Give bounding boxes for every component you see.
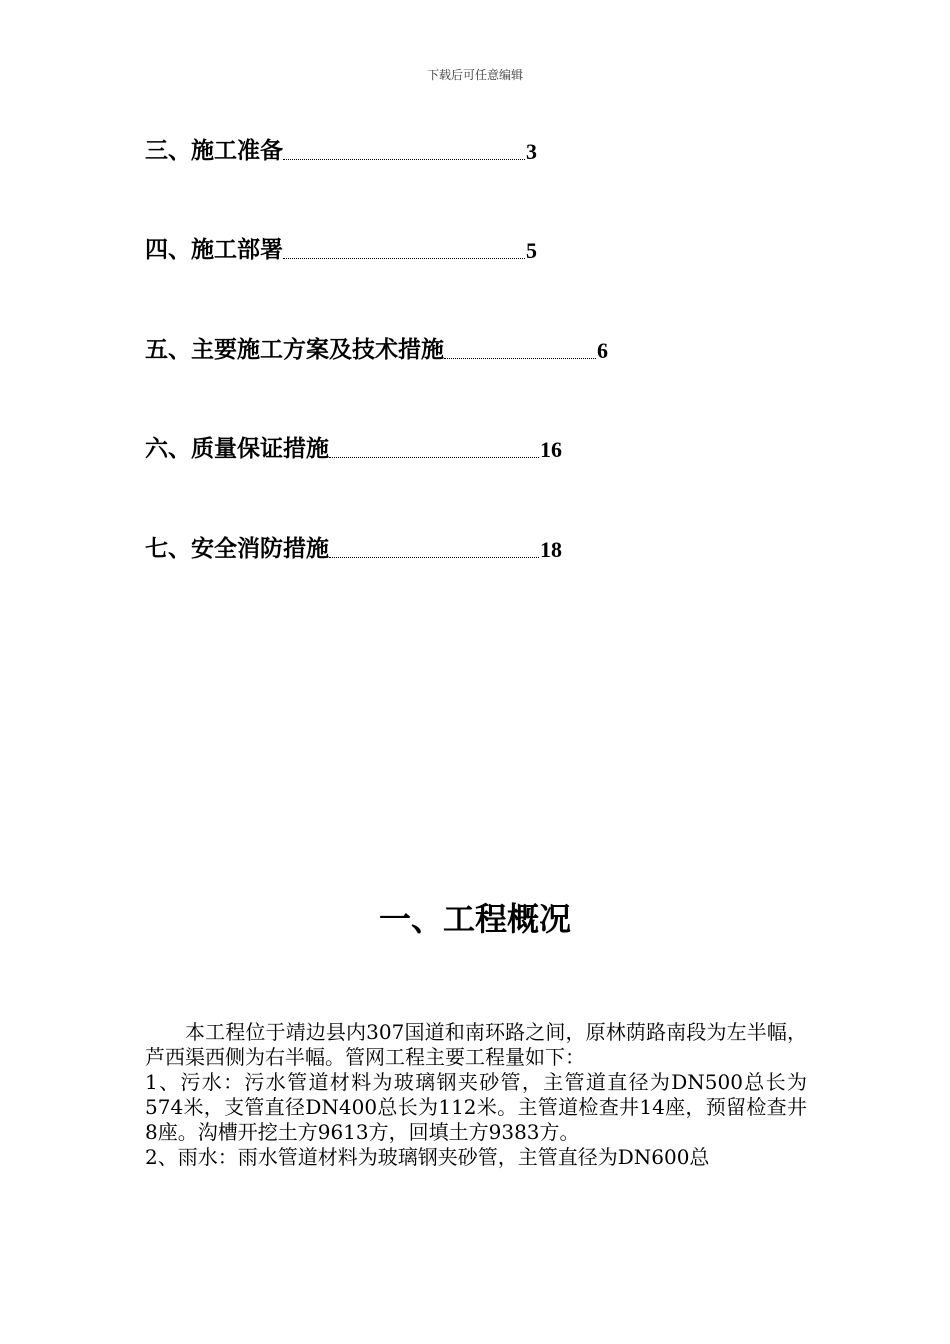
toc-item-3[interactable] (145, 133, 537, 163)
toc-title: 六、质量保证措施 (145, 436, 329, 462)
section-title: 一、工程概况 (378, 900, 571, 938)
paragraph-intro: 本工程位于靖边县内307国道和南环路之间，原林荫路南段为左半幅，芦西渠西侧为右半幅。管网工程主要工程量如下： (145, 1020, 807, 1069)
toc-leader (283, 258, 525, 259)
toc-page-number: 18 (540, 537, 562, 562)
toc-leader (329, 557, 539, 558)
toc-leader (329, 457, 539, 458)
toc-page-number: 3 (526, 139, 537, 164)
toc-item-7[interactable] (145, 531, 562, 561)
toc-item-4[interactable] (145, 232, 537, 262)
toc-leader (444, 358, 596, 359)
toc-item-6[interactable] (145, 431, 562, 461)
toc-leader (283, 159, 525, 160)
page-header: 下载后可任意编辑 (426, 68, 523, 82)
toc-title: 四、施工部署 (145, 237, 283, 263)
toc-title: 三、施工准备 (145, 138, 283, 164)
toc-page-number: 5 (526, 238, 537, 263)
toc-item-5[interactable] (145, 332, 608, 362)
paragraph-rainwater: 2、雨水：雨水管道材料为玻璃钢夹砂管，主管直径为DN600总 (145, 1145, 710, 1169)
toc-title: 七、安全消防措施 (145, 536, 329, 562)
toc-page-number: 6 (597, 338, 608, 363)
toc-title: 五、主要施工方案及技术措施 (145, 337, 444, 363)
paragraph-sewage: 1、污水：污水管道材料为玻璃钢夹砂管，主管道直径为DN500总长为574米，支管直径DN400总长为112米。主管道检查井14座，预留检查井8座。沟槽开挖土方9613方，回填土方9383方。 (145, 1070, 807, 1144)
body-text (145, 1020, 807, 1170)
toc-page-number: 16 (540, 437, 562, 462)
